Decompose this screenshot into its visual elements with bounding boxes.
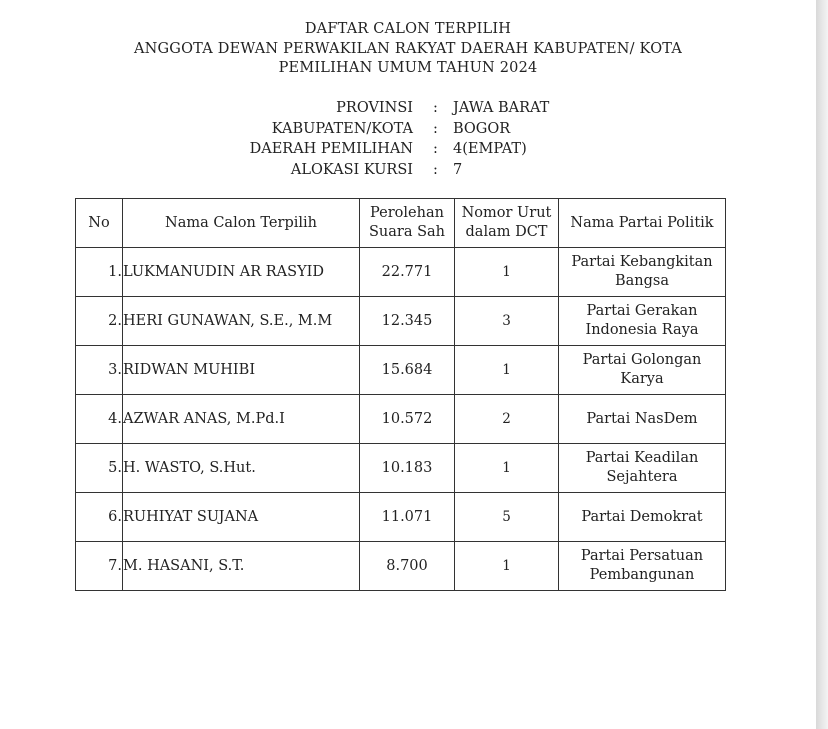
info-value: 4(EMPAT) bbox=[453, 141, 527, 157]
cell-no: 4. bbox=[76, 395, 123, 444]
cell-partai bbox=[559, 493, 726, 542]
header-dct bbox=[455, 199, 559, 248]
header-partai: Nama Partai Politik bbox=[559, 199, 726, 248]
election-title: PEMILIHAN UMUM TAHUN 2024 bbox=[278, 60, 538, 76]
header-dct-line1: Nomor Urut bbox=[461, 205, 552, 221]
cell-suara: 12.345 bbox=[360, 297, 455, 346]
partai-line2: Sejahtera bbox=[606, 469, 678, 485]
cell-nama: HERI GUNAWAN, S.E., M.M bbox=[123, 297, 360, 346]
cell-dct: 2 bbox=[455, 395, 559, 444]
cell-no: 3. bbox=[76, 346, 123, 395]
cell-nama: M. HASANI, S.T. bbox=[123, 542, 360, 591]
elected-candidates-table bbox=[75, 198, 726, 591]
page-edge-shadow bbox=[816, 0, 828, 729]
info-row-kabupaten bbox=[0, 119, 816, 140]
partai-line1: Partai Golongan bbox=[582, 352, 702, 368]
info-colon: : bbox=[433, 161, 438, 178]
partai-line2: Pembangunan bbox=[589, 567, 695, 583]
table-row bbox=[76, 444, 726, 493]
table-row bbox=[76, 395, 726, 444]
cell-dct: 5 bbox=[455, 493, 559, 542]
partai-line2: Karya bbox=[620, 371, 664, 387]
partai-line1: Partai Kebangkitan bbox=[571, 254, 713, 270]
partai-line1: Partai Persatuan bbox=[580, 548, 704, 564]
document-subtitle: ANGGOTA DEWAN PERWAKILAN RAKYAT DAERAH KABUPATEN/ KOTA bbox=[133, 40, 683, 57]
partai-line1: Partai NasDem bbox=[586, 410, 698, 427]
header-nama: Nama Calon Terpilih bbox=[123, 199, 360, 248]
partai-line2: Bangsa bbox=[614, 273, 669, 289]
partai-line2: Indonesia Raya bbox=[585, 322, 699, 338]
cell-suara: 10.183 bbox=[360, 444, 455, 493]
table-row bbox=[76, 297, 726, 346]
document-header bbox=[0, 20, 816, 79]
cell-partai bbox=[559, 297, 726, 346]
cell-partai bbox=[559, 346, 726, 395]
info-colon: : bbox=[433, 141, 438, 157]
cell-suara: 15.684 bbox=[360, 346, 455, 395]
header-dct-line2: dalam DCT bbox=[465, 224, 548, 240]
cell-dct: 1 bbox=[455, 346, 559, 395]
info-label: ALOKASI KURSI bbox=[290, 161, 413, 178]
partai-line1: Partai Demokrat bbox=[581, 508, 703, 525]
header-suara-line1: Perolehan bbox=[370, 205, 444, 221]
cell-no: 7. bbox=[76, 542, 123, 591]
partai-line1: Partai Keadilan bbox=[585, 450, 699, 466]
election-info bbox=[0, 98, 816, 180]
info-label: PROVINSI bbox=[336, 100, 413, 116]
info-label: KABUPATEN/KOTA bbox=[271, 120, 413, 137]
partai-line1: Partai Gerakan bbox=[586, 303, 698, 319]
document-title: DAFTAR CALON TERPILIH bbox=[304, 21, 512, 37]
cell-suara: 22.771 bbox=[360, 248, 455, 297]
cell-nama: LUKMANUDIN AR RASYID bbox=[123, 248, 360, 297]
info-value: JAWA BARAT bbox=[453, 100, 550, 116]
cell-partai bbox=[559, 444, 726, 493]
table-row bbox=[76, 493, 726, 542]
info-colon: : bbox=[433, 100, 438, 116]
table-header-row bbox=[76, 199, 726, 248]
cell-partai bbox=[559, 248, 726, 297]
info-value: BOGOR bbox=[453, 120, 511, 137]
info-row-provinsi bbox=[0, 98, 816, 119]
cell-nama: H. WASTO, S.Hut. bbox=[123, 444, 360, 493]
cell-nama: RUHIYAT SUJANA bbox=[123, 493, 360, 542]
cell-no: 1. bbox=[76, 248, 123, 297]
cell-suara: 10.572 bbox=[360, 395, 455, 444]
info-value: 7 bbox=[453, 161, 463, 178]
cell-no: 2. bbox=[76, 297, 123, 346]
cell-no: 5. bbox=[76, 444, 123, 493]
info-row-kursi bbox=[0, 160, 816, 181]
cell-dct: 1 bbox=[455, 444, 559, 493]
header-suara-line2: Suara Sah bbox=[368, 224, 446, 240]
header-no: No bbox=[76, 199, 123, 248]
cell-partai bbox=[559, 542, 726, 591]
cell-nama: RIDWAN MUHIBI bbox=[123, 346, 360, 395]
cell-dct: 1 bbox=[455, 248, 559, 297]
info-row-dapil bbox=[0, 139, 816, 160]
info-colon: : bbox=[433, 120, 438, 137]
cell-no: 6. bbox=[76, 493, 123, 542]
cell-nama: AZWAR ANAS, M.Pd.I bbox=[123, 395, 360, 444]
cell-suara: 8.700 bbox=[360, 542, 455, 591]
header-suara bbox=[360, 199, 455, 248]
cell-dct: 1 bbox=[455, 542, 559, 591]
table-row bbox=[76, 542, 726, 591]
cell-partai bbox=[559, 395, 726, 444]
cell-suara: 11.071 bbox=[360, 493, 455, 542]
info-label: DAERAH PEMILIHAN bbox=[249, 141, 413, 157]
cell-dct: 3 bbox=[455, 297, 559, 346]
table-row bbox=[76, 346, 726, 395]
table-row bbox=[76, 248, 726, 297]
